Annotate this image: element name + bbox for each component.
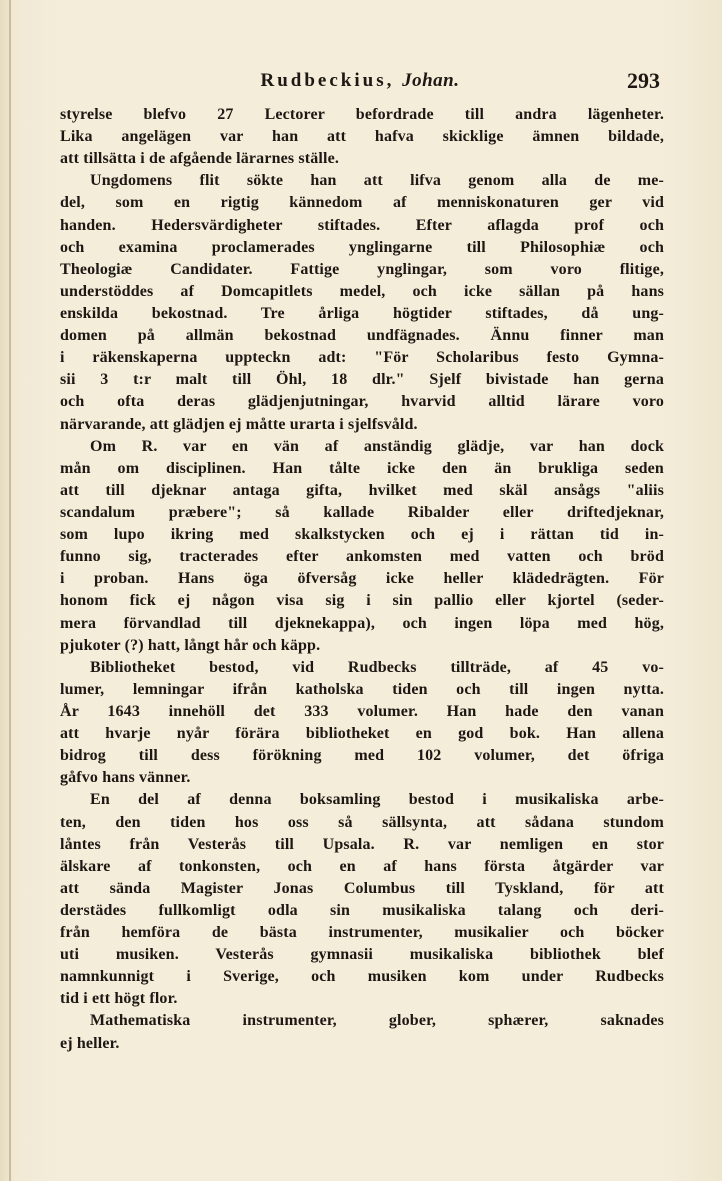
page-number: 293 bbox=[627, 68, 660, 93]
text-line: honom fick ej någon visa sig i sin pallio eller kjortel (seder- bbox=[60, 592, 664, 610]
text-line: scandalum præbere"; så kallade Ribalder eller driftedjeknar, bbox=[60, 503, 664, 521]
text-line: enskilda bekostnad. Tre årliga högtider stiftades, då ung- bbox=[60, 304, 664, 322]
text-line: namnkunnigt i Sverige, och musiken kom under Rudbecks bbox=[60, 968, 664, 986]
text-line: handen. Hedersvärdigheter stiftades. Efter aflagda prof och bbox=[60, 216, 664, 234]
text-line: sii 3 t:r malt till Öhl, 18 dlr." Sjelf bivistade han gerna bbox=[60, 371, 664, 389]
binding-edge bbox=[9, 0, 11, 1181]
text-line: och ofta deras glädjenjutningar, hvarvid alltid lärare voro bbox=[60, 393, 664, 411]
text-line: att tillsätta i de afgående lärarnes ställe. bbox=[60, 150, 339, 168]
text-line: Om R. var en vän af anständig glädje, var han dock bbox=[90, 437, 664, 455]
text-line: understöddes af Domcapitlets medel, och icke sällan på hans bbox=[60, 282, 664, 300]
text-line: älskare af tonkonsten, och en af hans första åtgärder var bbox=[60, 857, 664, 875]
text-line: och examina proclamerades ynglingarne till Philosophiæ och bbox=[60, 238, 664, 256]
text-line: Lika angelägen var han att hafva skicklige ämnen bildade, bbox=[60, 128, 664, 146]
text-line: låntes från Vesterås till Upsala. R. var nemligen en stor bbox=[60, 835, 664, 853]
text-line: i räkenskaperna uppteckn adt: "För Scholaribus festo Gymna- bbox=[60, 349, 664, 367]
body-text bbox=[60, 104, 664, 1055]
text-line: tid i ett högt flor. bbox=[60, 990, 178, 1008]
text-line: styrelse blefvo 27 Lectorer befordrade till andra lägenheter. bbox=[60, 106, 664, 123]
page-header bbox=[60, 70, 660, 98]
text-line: En del af denna boksamling bestod i musikaliska arbe- bbox=[90, 791, 664, 809]
text-line: lumer, lemningar ifrån katholska tiden och till ingen nytta. bbox=[60, 680, 664, 698]
text-line: ten, den tiden hos oss så sällsynta, att sådana stundom bbox=[60, 813, 664, 831]
text-line: bidrog till dess förökning med 102 volumer, det öfriga bbox=[60, 747, 664, 765]
text-line: Bibliotheket bestod, vid Rudbecks tillträde, af 45 vo- bbox=[90, 658, 664, 676]
text-line: gåfvo hans vänner. bbox=[60, 769, 191, 787]
running-head-name: Rudbeckius, bbox=[260, 70, 395, 91]
text-line: närvarande, att glädjen ej måtte urarta i sjelfsvåld. bbox=[60, 415, 418, 433]
text-line: Theologiæ Candidater. Fattige ynglingar, som voro flitige, bbox=[60, 260, 664, 278]
text-line: ej heller. bbox=[60, 1034, 120, 1052]
text-line: funno sig, tracterades efter ankomsten med vatten och bröd bbox=[60, 548, 664, 566]
text-line: derstädes fullkomligt odla sin musikaliska talang och deri- bbox=[60, 901, 664, 919]
running-head-author: Johan. bbox=[402, 70, 460, 91]
text-line: del, som en rigtig kännedom af menniskonaturen ger vid bbox=[60, 194, 664, 212]
text-line: År 1643 innehöll det 333 volumer. Han hade den vanan bbox=[60, 702, 664, 720]
text-line: pjukoter (?) hatt, långt hår och käpp. bbox=[60, 636, 321, 654]
text-line: mera förvandlad till djeknekappa), och ingen löpa med hög, bbox=[60, 614, 664, 632]
text-line: att till djeknar antaga gifta, hvilket med skäl ansågs "aliis bbox=[60, 481, 664, 499]
text-line: från hemföra de bästa instrumenter, musikalier och böcker bbox=[60, 924, 664, 942]
text-line: i proban. Hans öga öfversåg icke heller klädedrägten. För bbox=[60, 570, 664, 588]
text-line: Mathematiska instrumenter, glober, sphærer, saknades bbox=[90, 1012, 664, 1030]
text-line: att sända Magister Jonas Columbus till Tyskland, för att bbox=[60, 879, 664, 897]
text-line: som lupo ikring med skalkstycken och ej i rättan tid in- bbox=[60, 526, 664, 544]
text-line: uti musiken. Vesterås gymnasii musikaliska bibliothek blef bbox=[60, 946, 664, 964]
text-line: mån om disciplinen. Han tålte icke den än brukliga seden bbox=[60, 459, 664, 477]
running-head bbox=[60, 70, 660, 92]
text-line: domen på allmän bekostnad undfägnades. Ännu finner man bbox=[60, 327, 664, 345]
text-line: Ungdomens flit sökte han att lifva genom alla de me- bbox=[90, 172, 664, 190]
text-line: att hvarje nyår förära bibliotheket en god bok. Han allena bbox=[60, 725, 664, 743]
